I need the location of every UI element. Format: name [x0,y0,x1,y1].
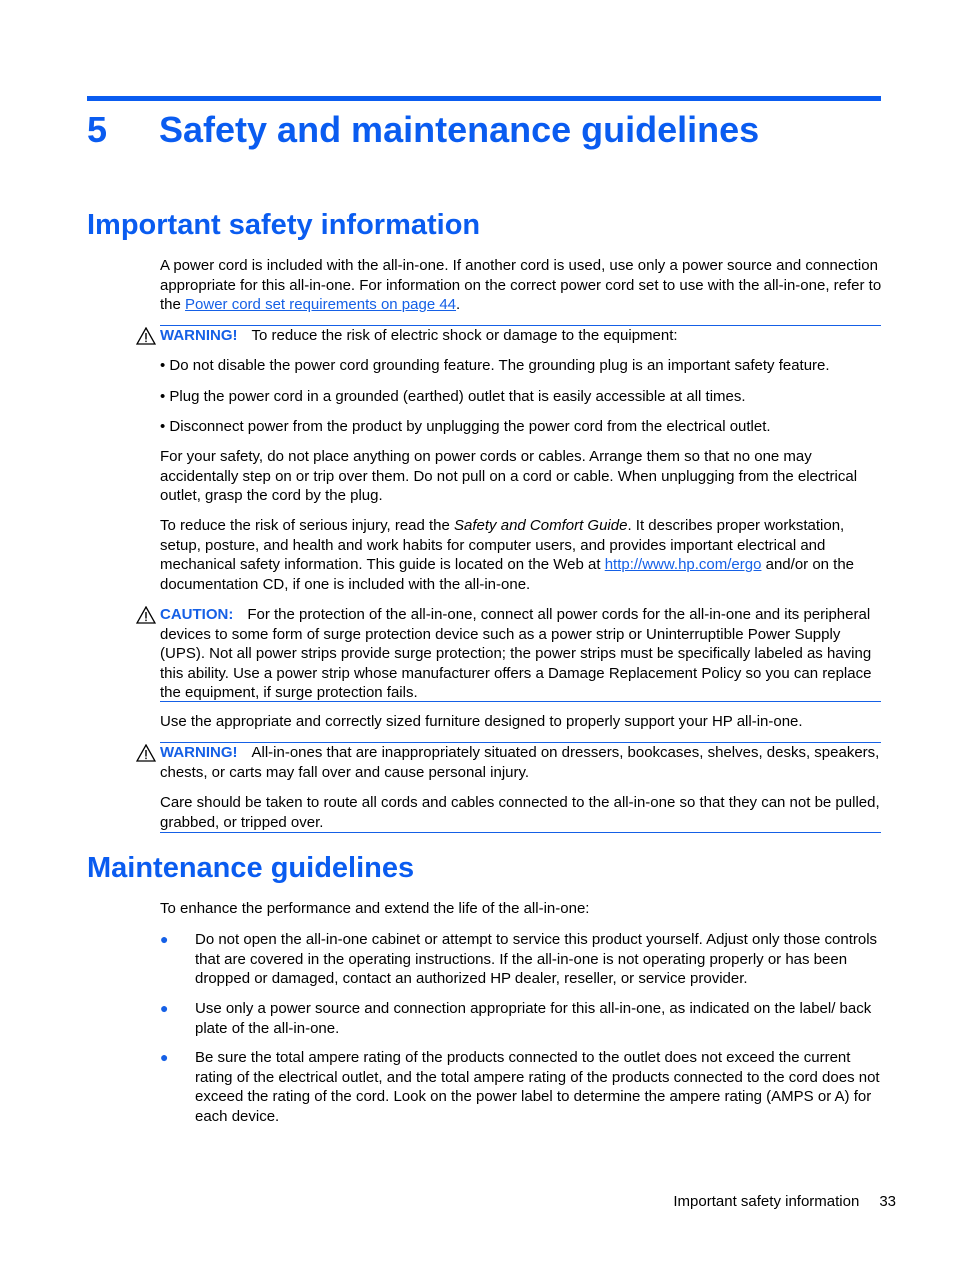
warning-triangle-icon [136,327,156,345]
list-item-text: Use only a power source and connection appropriate for this all-in-one, as indicated on the label/ back plate of the all-in-one. [195,1000,872,1037]
furniture-paragraph: Use the appropriate and correctly sized furniture designed to properly support your HP all-in-one. [160,713,803,730]
guide-title: Safety and Comfort Guide [454,517,628,534]
caution-block [160,605,882,703]
warning2-text: All-in-ones that are inappropriately situated on dressers, bookcases, shelves, desks, speakers, chests, or carts may fall over and cause personal injury. [160,744,880,781]
safety-intro-end: . [456,296,461,313]
chapter-number: 5 [87,109,108,150]
warning2-bottom-rule [160,832,881,833]
bullet-icon: ● [160,931,169,947]
bullet-icon: ● [160,1049,169,1065]
chapter-title [87,108,759,152]
chapter-title-text: Safety and maintenance guidelines [159,109,760,150]
caution-text: For the protection of the all-in-one, connect all power cords for the all-in-one and its peripheral devices to some form of surge protection device such as a power strip or Uninterruptible Power Supply (UPS). Not all power strips provide surge protection; the power strips must be specifically labeled as having this ability. Use a power strip whose manufacturer offers a Damage Replacement Policy so you can replace the equipment, if surge protection fails. [160,606,872,701]
caution-label: CAUTION: [160,606,234,623]
warning1-label: WARNING! [160,327,238,344]
safety-intro-text: A power cord is included with the all-in-one. If another cord is used, use only a power source and connection appropriate for this all-in-one. For information on the correct power cord set to use with the all-in-one, refer to the [160,257,882,313]
guide-pre: To reduce the risk of serious injury, read the [160,517,455,534]
warning1-item: • Disconnect power from the product by unplugging the power cord from the electrical outlet. [160,418,771,435]
chapter-rule [87,96,881,101]
hp-ergo-link[interactable]: http://www.hp.com/ergo [604,556,762,573]
bullet-icon: ● [160,1000,169,1016]
list-item-text: Do not open the all-in-one cabinet or attempt to service this product yourself. Adjust only those controls that are covered in the operating instructions. If the all-in-one is not operating properly or has been dropped or damaged, contact an authorized HP dealer, reseller, or service provider. [195,931,878,987]
page-number: 33 [879,1193,896,1210]
warning1-text: To reduce the risk of electric shock or damage to the equipment: [251,327,678,344]
cord-safety-paragraph: For your safety, do not place anything on power cords or cables. Arrange them so that no one may accidentally step on or trip over them. Do not pull on a cord or cable. When unplugging from the electrical outlet, grasp the cord by the plug. [160,448,858,504]
caution-bottom-rule [160,701,881,702]
maintenance-intro: To enhance the performance and extend the life of the all-in-one: [160,900,590,917]
safety-intro [160,256,882,315]
power-cord-link[interactable]: Power cord set requirements on page 44 [185,296,457,313]
footer-section: Important safety information [673,1193,860,1210]
list-item-text: Be sure the total ampere rating of the products connected to the outlet does not exceed the current rating of the electrical outlet, and the total ampere rating of the products connected to the cord does not exceed the rating of the cord. Look on the power label to determine the ampere rating (AMPS or A) for each device. [195,1049,880,1125]
safety-heading: Important safety information [87,209,481,241]
guide-mid: . It describes proper workstation, setup, posture, and health and work habits for computer users, and provides important electrical and mechanical safety information. This guide is located on the Web at [160,517,845,573]
caution-triangle-icon [136,606,156,624]
warning-triangle-icon [136,744,156,762]
warning2-label: WARNING! [160,744,238,761]
warning1-item: • Do not disable the power cord grounding feature. The grounding plug is an important safety feature. [160,357,830,374]
warning1-line [160,326,882,346]
warning2-block [160,743,882,782]
page-footer [560,1192,896,1211]
guide-end: and/or on the documentation CD, if one is included with the all-in-one. [160,556,855,593]
maintenance-heading: Maintenance guidelines [87,852,415,884]
safety-guide-paragraph [160,516,882,594]
warning1-item: • Plug the power cord in a grounded (earthed) outlet that is easily accessible at all times. [160,388,746,405]
warning2-care-paragraph: Care should be taken to route all cords and cables connected to the all-in-one so that they can not be pulled, grabbed, or tripped over. [160,794,880,831]
